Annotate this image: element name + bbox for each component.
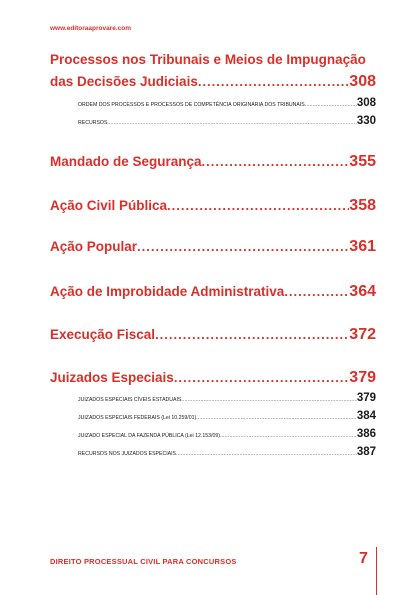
toc-entry-page: 308 <box>349 73 376 90</box>
leader-dots <box>137 239 349 254</box>
toc-entry-page: 372 <box>349 326 376 343</box>
toc-entry-processos-tribunais <box>50 52 376 67</box>
toc-entry-title: Ação Civil Pública <box>50 198 168 213</box>
page-number: 7 <box>359 550 368 567</box>
toc-subentry-title: JUIZADOS ESPECIAIS FEDERAIS (Lei 10.259/01) <box>78 415 197 421</box>
toc-entry-page: 379 <box>349 369 376 386</box>
toc-subentry <box>78 446 376 458</box>
toc-subentry-title: ORDEM DOS PROCESSOS E PROCESSOS DE COMPETÊNCIA ORIGINÁRIA DOS TRIBUNAIS <box>78 102 305 108</box>
leader-dots <box>196 415 357 421</box>
toc-subentry-title: JUIZADOS ESPECIAIS CÍVEIS ESTADUAIS <box>78 397 182 403</box>
toc-entry-acao-civil-publica <box>50 197 376 215</box>
toc-subentry <box>78 115 376 127</box>
toc-subentry-title: RECURSOS <box>78 120 108 126</box>
leader-dots <box>305 102 357 108</box>
toc-entry-title: Execução Fiscal <box>50 327 156 342</box>
toc-entry-page: 364 <box>349 283 376 300</box>
toc-subentry-page: 379 <box>356 392 376 404</box>
toc-subentry-page: 386 <box>356 428 376 440</box>
toc-subentry-page: 330 <box>356 115 376 127</box>
toc-entry-title: Mandado de Segurança <box>50 154 202 169</box>
toc-entry-title: Ação Popular <box>50 239 138 254</box>
leader-dots <box>176 451 357 457</box>
toc-subentry <box>78 428 376 440</box>
leader-dots <box>202 154 350 169</box>
footer-book-title: DIREITO PROCESSUAL CIVIL PARA CONCURSOS <box>50 557 237 566</box>
toc-subentry-title: RECURSOS NOS JUIZADOS ESPECIAIS <box>78 451 177 457</box>
toc-entry-page: 358 <box>349 197 376 214</box>
toc-entry-title-line1: Processos nos Tribunais e Meios de Impugnação <box>50 52 366 67</box>
leader-dots <box>155 327 349 342</box>
toc-entry-page: 361 <box>349 238 376 255</box>
leader-dots <box>220 433 357 439</box>
leader-dots <box>167 198 349 213</box>
toc-entry-mandado-seguranca <box>50 153 376 171</box>
toc-entry-improbidade <box>50 283 376 301</box>
toc-entry-execucao-fiscal <box>50 326 376 344</box>
toc-entry-juizados-especiais <box>50 369 376 387</box>
leader-dots <box>181 397 356 403</box>
toc-subentry <box>78 410 376 422</box>
toc-entry-acao-popular <box>50 238 376 256</box>
leader-dots <box>174 370 349 385</box>
leader-dots <box>107 120 356 126</box>
toc-subentry-page: 308 <box>356 97 376 109</box>
toc-entry-title: das Decisões Judiciais <box>50 74 198 89</box>
toc-subentry <box>78 97 376 109</box>
toc-subentry <box>78 392 376 404</box>
site-url[interactable]: www.editoraaprovare.com <box>50 25 132 32</box>
toc-subentry-page: 387 <box>356 446 376 458</box>
toc-entry-title: Ação de Improbidade Administrativa <box>50 284 285 299</box>
leader-dots <box>198 74 349 89</box>
footer-divider <box>376 547 377 595</box>
toc-subentry-page: 384 <box>356 410 376 422</box>
toc-entry-page: 355 <box>349 153 376 170</box>
toc-entry-title: Juizados Especiais <box>50 370 174 385</box>
toc-entry-processos-tribunais-line2 <box>50 73 376 91</box>
toc-subentry-title: JUIZADO ESPECIAL DA FAZENDA PÚBLICA (Lei 12.153/09) <box>78 433 220 439</box>
leader-dots <box>284 284 349 299</box>
